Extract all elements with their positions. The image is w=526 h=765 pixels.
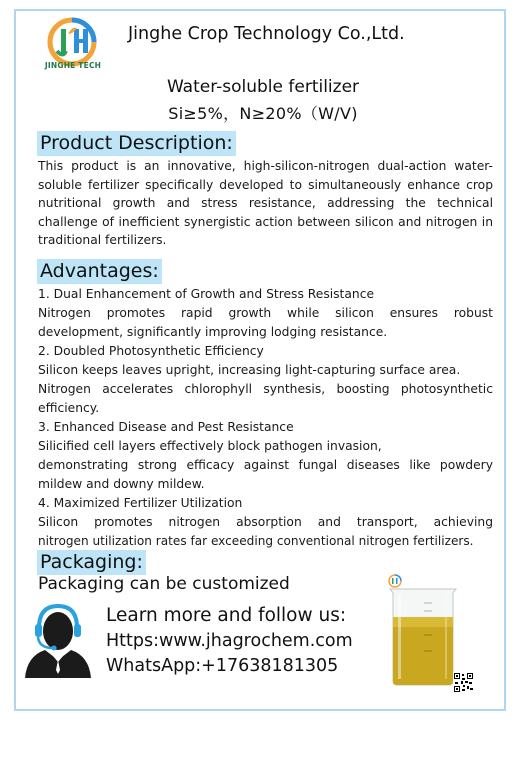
advantage-line: efficiency. bbox=[38, 401, 100, 415]
contact-headline: Learn more and follow us: bbox=[106, 605, 347, 626]
packaging-text: Packaging can be customized bbox=[38, 574, 290, 594]
website-link[interactable]: Https:www.jhagrochem.com bbox=[106, 631, 353, 651]
advantage-line: demonstrating strong efficacy against fungal diseases like powdery bbox=[38, 458, 493, 472]
product-spec: Si≥5%，N≥20%（W/V) bbox=[168, 104, 358, 123]
product-title: Water-soluble fertilizer bbox=[166, 77, 360, 97]
packaging-heading: Packaging: bbox=[37, 550, 146, 575]
advantage-title: 1. Dual Enhancement of Growth and Stress Resistance bbox=[38, 287, 375, 301]
advantage-line: development, significantly improving lodging resistance. bbox=[38, 325, 388, 339]
advantage-title: 2. Doubled Photosynthetic Efficiency bbox=[38, 344, 264, 358]
customer-service-headset-icon bbox=[23, 598, 93, 678]
advantage-line: Silicon keeps leaves upright, increasing light-capturing surface area. bbox=[38, 363, 461, 377]
description-heading: Product Description: bbox=[37, 131, 236, 156]
qr-code-icon[interactable] bbox=[453, 672, 474, 693]
advantage-line: Silicified cell layers effectively block pathogen invasion, bbox=[38, 439, 382, 453]
logo-text: JINGHE TECH bbox=[44, 61, 102, 70]
advantage-line: mildew and downy mildew. bbox=[38, 477, 205, 491]
advantage-line: nitrogen utilization rates far exceeding conventional nitrogen fertilizers. bbox=[38, 534, 474, 548]
product-beaker-image bbox=[384, 583, 462, 687]
advantage-line: Silicon promotes nitrogen absorption and transport, achieving bbox=[38, 515, 493, 529]
whatsapp-number[interactable]: WhatsApp:+17638181305 bbox=[106, 656, 339, 676]
advantage-line: Nitrogen promotes rapid growth while silicon ensures robust bbox=[38, 306, 493, 320]
advantages-heading: Advantages: bbox=[37, 259, 162, 284]
advantage-line: Nitrogen accelerates chlorophyll synthesis, boosting photosynthetic bbox=[38, 382, 493, 396]
advantage-title: 3. Enhanced Disease and Pest Resistance bbox=[38, 420, 294, 434]
company-name: Jinghe Crop Technology Co.,Ltd. bbox=[128, 24, 405, 44]
advantage-title: 4. Maximized Fertilizer Utilization bbox=[38, 496, 243, 510]
description-text: This product is an innovative, high-silicon-nitrogen dual-action water-soluble fertilizer specifically developed to simultaneously enhance crop nutritional growth and stress resistance, addressing the technical challenge of inefficient synergistic action between silicon and nitrogen in traditional fertilizers. bbox=[38, 159, 493, 248]
